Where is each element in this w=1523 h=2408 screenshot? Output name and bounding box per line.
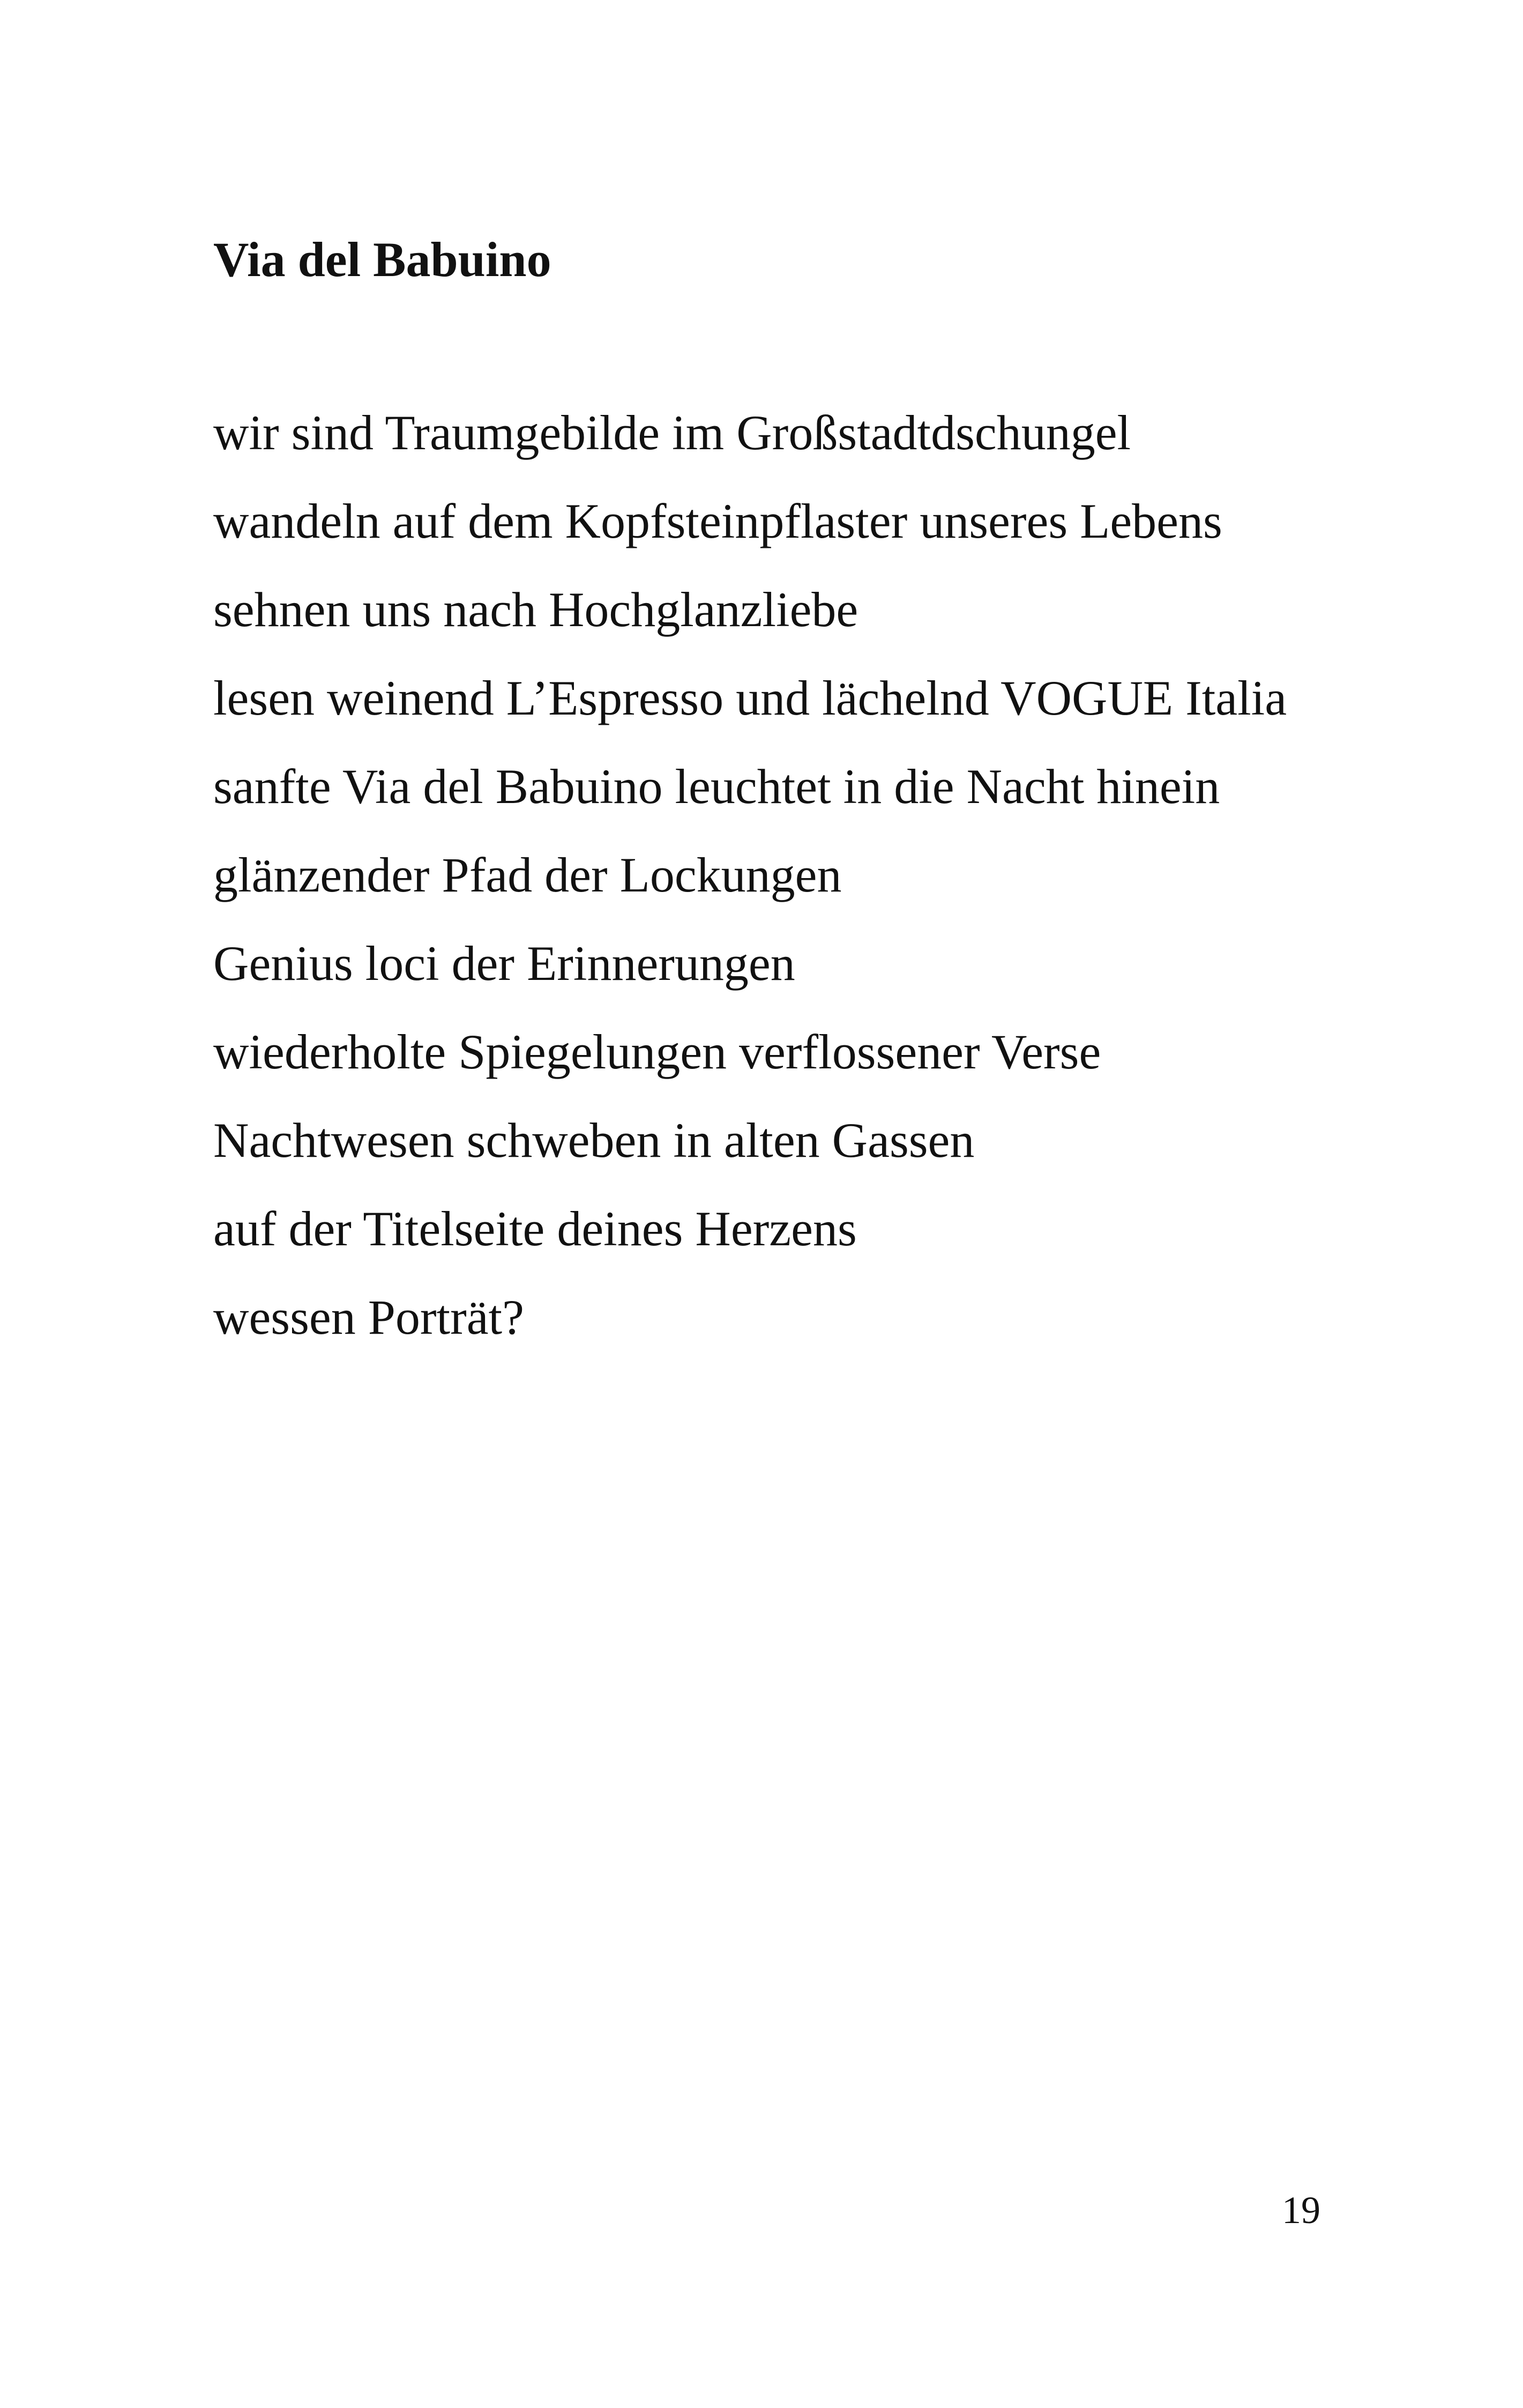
- poem-line: wandeln auf dem Kopfsteinpflaster unseres Lebens: [213, 494, 1222, 548]
- poem-line: wessen Porträt?: [213, 1290, 524, 1344]
- poem-line: wiederholte Spiegelungen verflossener Verse: [213, 1024, 1101, 1079]
- poem-line: sehnen uns nach Hochglanzliebe: [213, 582, 858, 637]
- poem-line: Nachtwesen schweben in alten Gassen: [213, 1113, 975, 1168]
- poem-line: sanfte Via del Babuino leuchtet in die Nacht hinein: [213, 759, 1220, 814]
- poem-body: [213, 403, 1320, 1376]
- poem-line: lesen weinend L’Espresso und lächelnd VOGUE Italia: [213, 671, 1287, 725]
- poem-line: Genius loci der Erinnerungen: [213, 936, 795, 991]
- poem-line: auf der Titelseite deines Herzens: [213, 1201, 857, 1256]
- page-number: 19: [1282, 2189, 1320, 2232]
- poem-title: Via del Babuino: [213, 232, 551, 287]
- poem-line: wir sind Traumgebilde im Großstadtdschungel: [213, 405, 1131, 460]
- poem-line: glänzender Pfad der Lockungen: [213, 848, 842, 902]
